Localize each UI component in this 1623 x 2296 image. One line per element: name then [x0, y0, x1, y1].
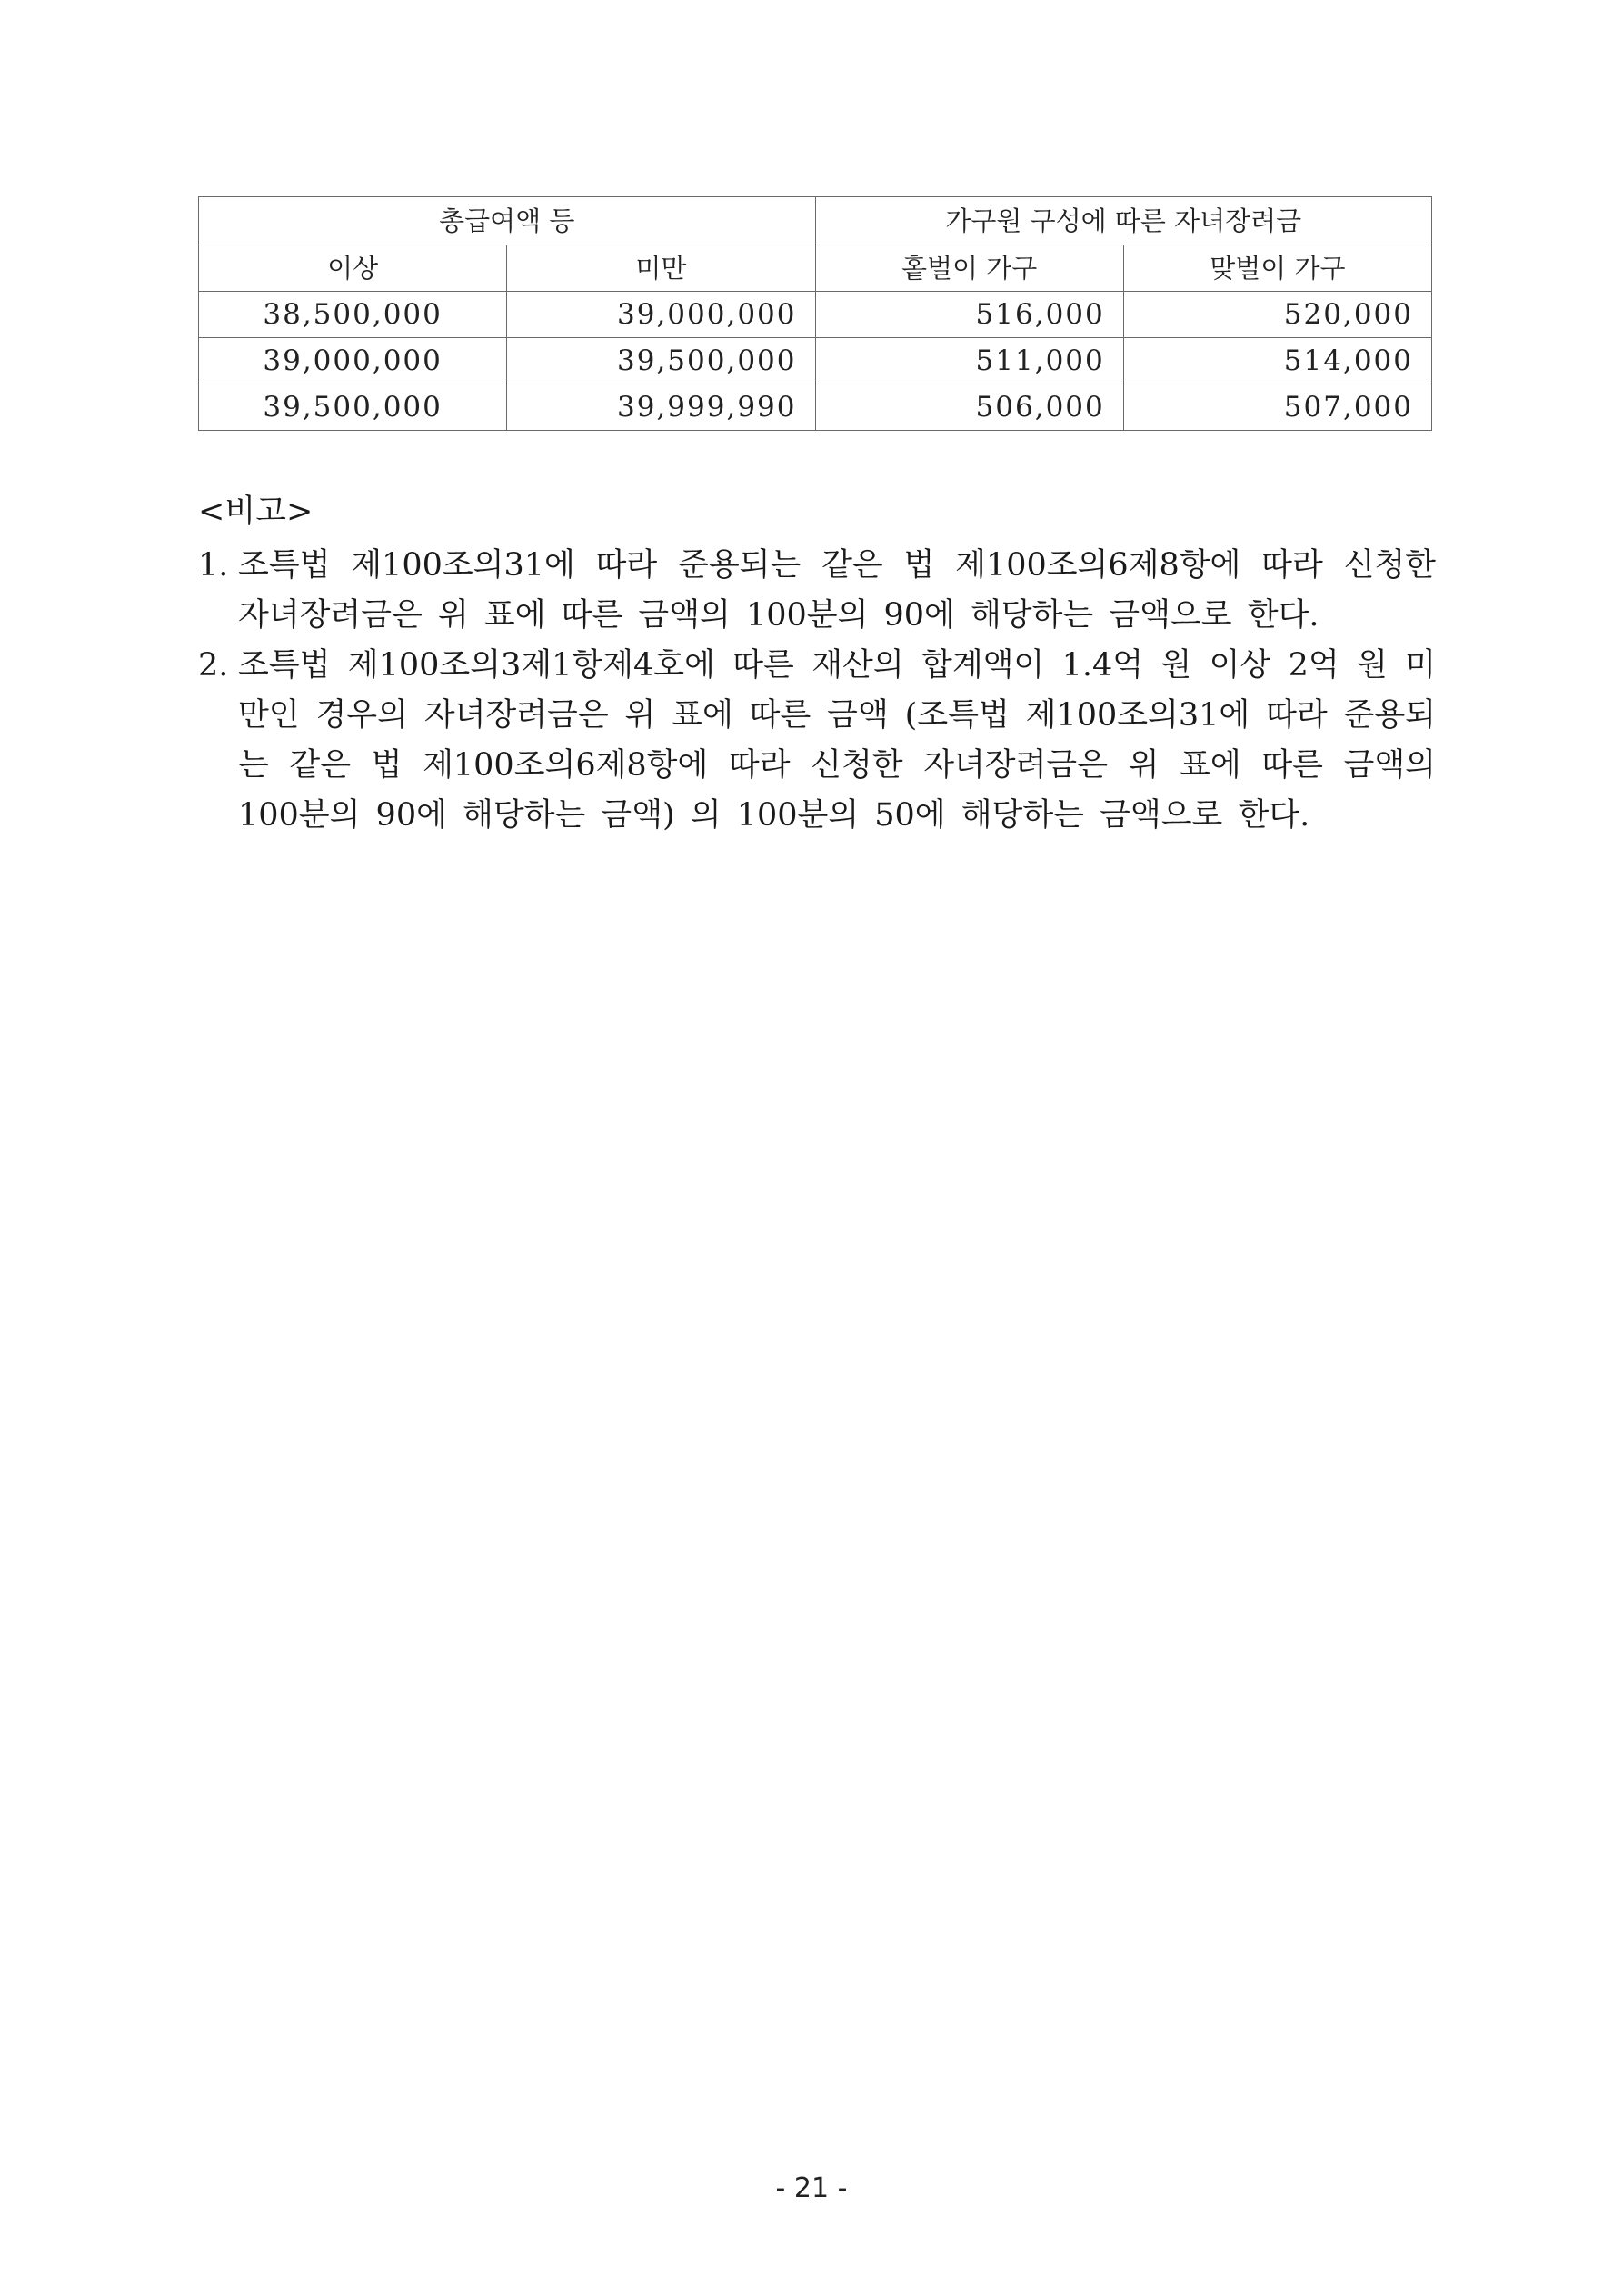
remark-item — [198, 541, 1436, 641]
remark-number: 2. — [198, 647, 229, 684]
header-max: 미만 — [507, 245, 815, 292]
cell-max: 39,999,990 — [507, 384, 815, 431]
cell-dual: 507,000 — [1123, 384, 1431, 431]
header-total-salary: 총급여액 등 — [199, 197, 816, 245]
cell-single: 506,000 — [815, 384, 1123, 431]
remark-text: 조특법 제100조의31에 따라 준용되는 같은 법 제100조의6제8항에 따라 신청한 자녀장려금은 위 표에 따른 금액의 100분의 90에 해당하는 금액으로 한다. — [238, 547, 1436, 634]
page-number: - 21 - — [775, 2172, 848, 2204]
cell-max: 39,500,000 — [507, 338, 815, 384]
remark-number: 1. — [198, 547, 229, 584]
remarks-section — [198, 487, 1436, 841]
table-row — [199, 338, 1432, 384]
remark-text: 조특법 제100조의3제1항제4호에 따른 재산의 합계액이 1.4억 원 이상 2억 원 미만인 경우의 자녀장려금은 위 표에 따른 금액 (조특법 제100조의31에 따라 준용되는 같은 법 제100조의6제8항에 따라 신청한 자녀장려금은 위 표에 따른 금액의 100분의 90에 해당하는 금액) 의 100분의 50에 해당하는 금액으로 한다. — [238, 647, 1436, 834]
cell-min: 39,000,000 — [199, 338, 507, 384]
remark-item — [198, 641, 1436, 841]
header-child-incentive: 가구원 구성에 따른 자녀장려금 — [815, 197, 1432, 245]
child-incentive-table — [198, 196, 1432, 431]
header-dual-earner: 맞벌이 가구 — [1123, 245, 1431, 292]
table-row — [199, 384, 1432, 431]
table-row — [199, 292, 1432, 338]
cell-min: 39,500,000 — [199, 384, 507, 431]
remarks-title: <비고> — [198, 494, 314, 530]
cell-dual: 514,000 — [1123, 338, 1431, 384]
amount-table-container — [198, 196, 1432, 431]
cell-single: 511,000 — [815, 338, 1123, 384]
cell-single: 516,000 — [815, 292, 1123, 338]
header-min: 이상 — [199, 245, 507, 292]
cell-max: 39,000,000 — [507, 292, 815, 338]
table-header-group-row — [199, 197, 1432, 245]
header-single-earner: 홑벌이 가구 — [815, 245, 1123, 292]
cell-min: 38,500,000 — [199, 292, 507, 338]
table-header-row — [199, 245, 1432, 292]
cell-dual: 520,000 — [1123, 292, 1431, 338]
